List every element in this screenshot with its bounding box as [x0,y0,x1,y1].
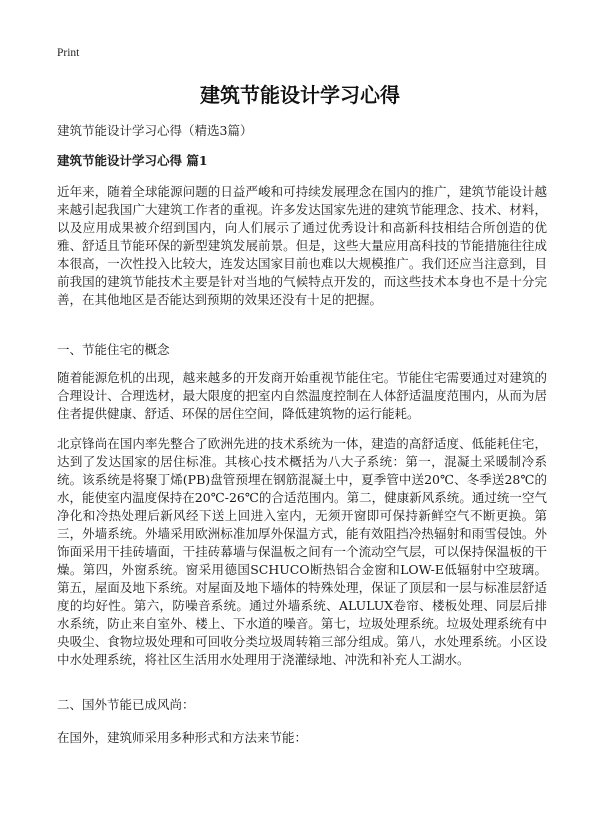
intro-paragraph: 近年来，随着全球能源问题的日益严峻和可持续发展理念在国内的推广，建筑节能设计越来越引起我国广大建筑工作者的重视。许多发达国家先进的建筑节能理念、技术、材料，以及应用成果被介绍到国内，向人们展示了通过优秀设计和高新科技相结合所创造的优雅、舒适且节能环保的新型建筑发展前景。但是，这些大量应用高科技的节能措施往往成本很高，一次性投入比较大，连发达国家目前也难以大规模推广。我们还应当注意到，目前我国的建筑节能技术主要是针对当地的气候特点开发的，而这些技术本身也不是十分完善，在其他地区是否能达到预期的效果还没有十足的把握。 [57,184,547,307]
section-2-paragraph: 在国外，建筑师采用多种形式和方法来节能： [57,730,308,745]
section-1-detail-paragraph: 北京锋尚在国内率先整合了欧洲先进的技术系统为一体，建造的高舒适度、低能耗住宅，达到了发达国家的居住标准。其核心技术概括为八大子系统：第一，混凝土采暖制冷系统。该系统是将聚丁烯(PB)盘管预埋在钢筋混凝土中，夏季管中送20℃、冬季送28℃的水，能使室内温度保持在20℃-26℃的合适范围内。第二，健康新风系统。通过统一空气净化和冷热处理后新风经下送上回进入室内，无须开窗即可保持新鲜空气不断更换。第三，外墙系统。外墙采用欧洲标准加厚外保温方式，能有效阻挡冷热辐射和雨雪侵蚀。外饰面采用干挂砖墙面，干挂砖幕墙与保温板之间有一个流动空气层，可以保持保温板的干燥。第四，外窗系统。窗采用德国SCHUCO断热铝合金窗和LOW-E低辐射中空玻璃。第五，屋面及地下系统。对屋面及地下墙体的特殊处理，保证了顶层和一层与标准层舒适度的均好性。第六，防噪音系统。通过外墙系统、ALULUX卷帘、楼板处理、同层后排水系统，防止来自室外、楼上、下水道的噪音。第七，垃圾处理系统。垃圾处理系统有中央吸尘、食物垃圾处理和可回收分类垃圾周转箱三部分组成。第八，水处理系统。小区设中水处理系统，将社区生活用水处理用于浇灌绿地、冲洗和补充人工湖水。 [57,436,547,667]
document-subtitle: 建筑节能设计学习心得（精选3篇） [57,123,253,138]
print-link[interactable]: Print [57,47,80,59]
article-heading: 建筑节能设计学习心得 篇1 [57,153,208,168]
page-title: 建筑节能设计学习心得 [200,83,400,107]
section-heading-2: 二、国外节能已成风尚： [57,697,195,712]
section-heading-1: 一、节能住宅的概念 [57,342,170,357]
section-1-paragraph: 随着能源危机的出现，越来越多的开发商开始重视节能住宅。节能住宅需要通过对建筑的合理设计、合理选材，最大限度的把室内自然温度控制在人体舒适温度范围内，从而为居住者提供健康、舒适、环保的居住空间，降低建筑物的运行能耗。 [57,370,547,421]
